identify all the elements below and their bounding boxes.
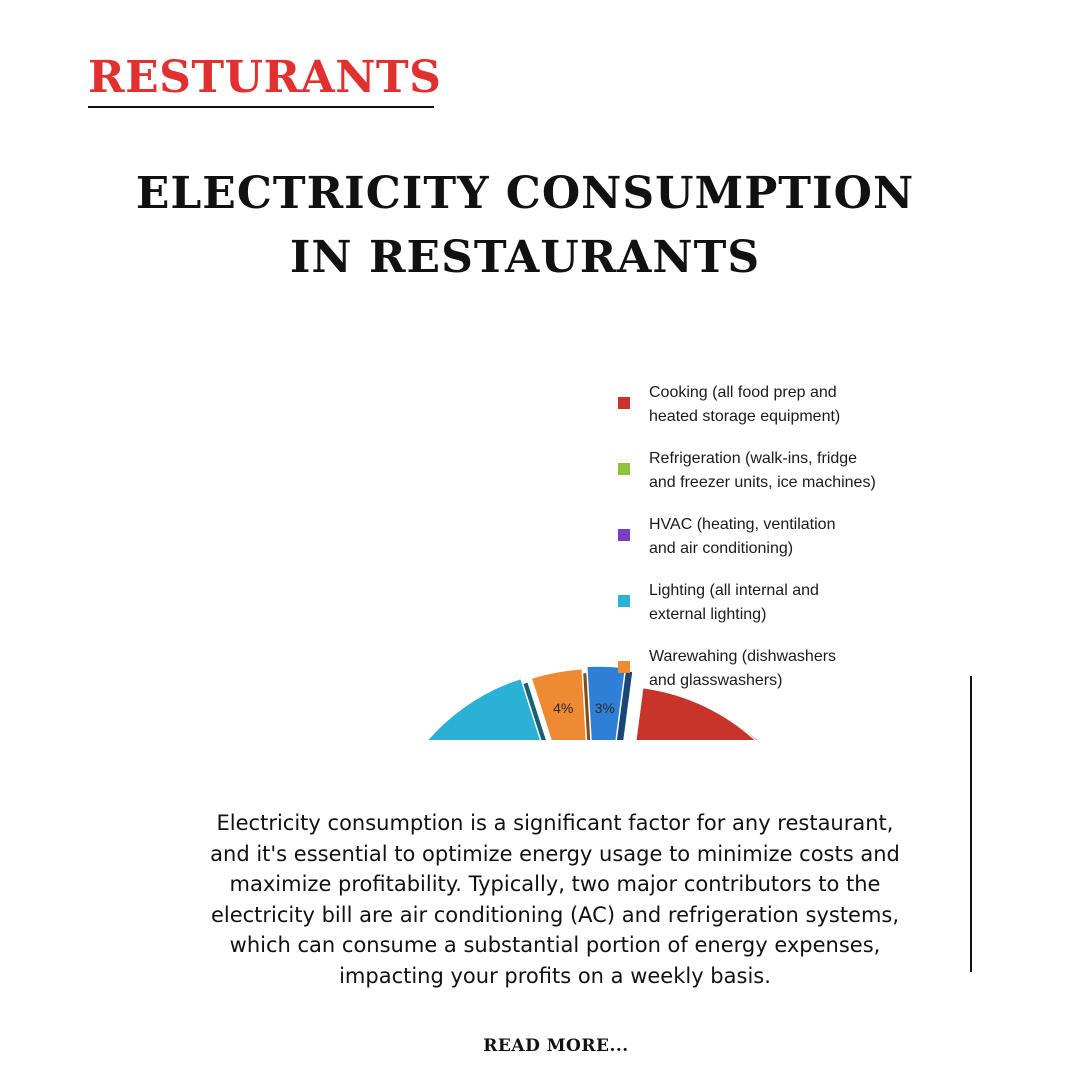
legend-item-cooking	[615, 381, 915, 447]
legend-swatch-warewashing	[618, 661, 630, 673]
legend-text: Refrigeration (walk-ins, fridge	[649, 450, 858, 467]
page-headline	[0, 162, 1050, 290]
brand-underline	[88, 106, 434, 108]
legend-swatch-refrigeration	[618, 463, 630, 475]
legend-text: Warewahing (dishwashers	[649, 648, 837, 665]
legend-item-hvac	[615, 513, 915, 579]
body-line: Electricity consumption is a significant factor for any restaurant,	[216, 811, 894, 835]
legend-text: heated storage equipment)	[649, 408, 841, 425]
legend-text: external lighting)	[649, 606, 767, 623]
body-line: and it's essential to optimize energy usage to minimize costs and	[210, 841, 900, 866]
headline-line-1: ELECTRICITY CONSUMPTION	[135, 168, 915, 219]
brand-title: RESTURANTS	[88, 52, 442, 103]
body-line: maximize profitability. Typically, two major contributors to the	[229, 872, 881, 896]
legend-text: and freezer units, ice machines)	[649, 474, 876, 491]
legend-text: and air conditioning)	[649, 540, 794, 557]
chart-legend	[615, 381, 915, 711]
legend-item-refrigeration	[615, 447, 915, 513]
legend-item-warewashing	[615, 645, 915, 711]
read-more-link[interactable]: READ MORE...	[483, 1036, 629, 1056]
vertical-divider	[970, 676, 972, 972]
body-line: impacting your profits on a weekly basis.	[339, 963, 771, 988]
body-line: electricity bill are air conditioning (AC) and refrigeration systems,	[210, 902, 900, 927]
headline-line-2: IN RESTAURANTS	[289, 232, 761, 283]
legend-text: Lighting (all internal and	[649, 582, 819, 599]
legend-text: Cooking (all food prep and	[649, 384, 837, 401]
body-line: which can consume a substantial portion of energy expenses,	[229, 933, 881, 957]
legend-item-lighting	[615, 579, 915, 645]
legend-swatch-cooking	[618, 397, 630, 409]
legend-swatch-lighting	[618, 595, 630, 607]
body-paragraph	[160, 808, 950, 991]
legend-swatch-hvac	[618, 529, 630, 541]
legend-text: HVAC (heating, ventilation	[649, 516, 836, 533]
pie-label-other: 3%	[594, 700, 615, 717]
pie-label-warewashing: 4%	[553, 700, 574, 717]
legend-text: and glasswashers)	[649, 672, 783, 689]
